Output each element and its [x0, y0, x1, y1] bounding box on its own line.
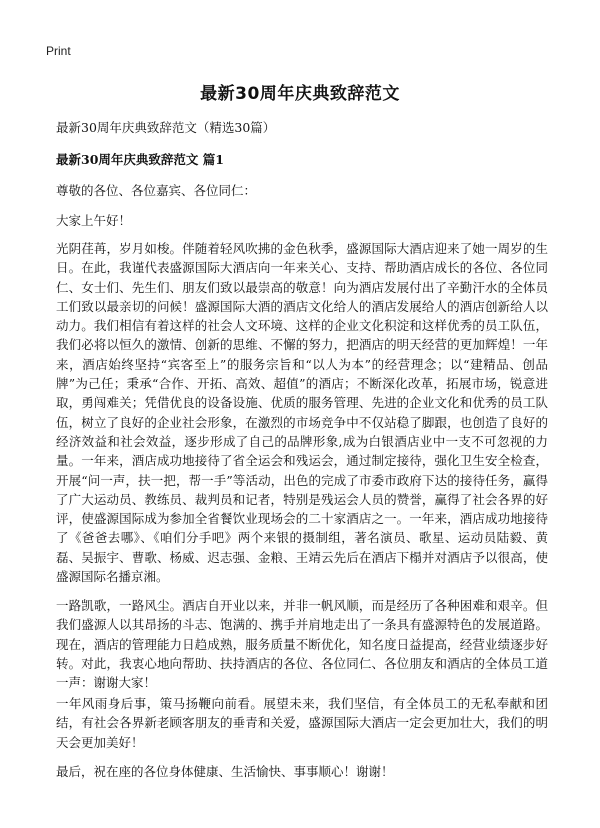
paragraph-3: 一年风雨身后事，策马扬鞭向前看。展望未来，我们坚信，有全体员工的无私奉献和团结，有社会各界新老顾客朋友的垂青和关爱，盛源国际大酒店一定会更加壮大，我们的明天会更加美好！: [56, 696, 548, 750]
paragraph-2: 一路凯歌，一路风尘。酒店自开业以来，并非一帆风顺，而是经历了各种困难和艰辛。但我们盛源人以其昂扬的斗志、饱满的、携手并肩地走出了一条具有盛源特色的发展道路。现在，酒店的管理能力日趋成熟，服务质量不断优化，知名度日益提高，经营业绩逐步好转。对此，我衷心地向帮助、扶持酒店的各位、各位同仁、各位朋友和酒店的全体员工道一声：谢谢大家！: [56, 598, 548, 691]
document-title: 最新30周年庆典致辞范文: [200, 84, 400, 104]
print-label[interactable]: Print: [46, 44, 71, 58]
document-subtitle: 最新30周年庆典致辞范文（精选30篇）: [56, 120, 276, 135]
greeting-line: 尊敬的各位、各位嘉宾、各位同仁：: [56, 183, 257, 198]
paragraph-4: 最后，祝在座的各位身体健康、生活愉快、事事顺心！谢谢！: [56, 764, 394, 779]
paragraph-1: 光阴荏苒，岁月如梭。伴随着轻风吹拂的金色秋季，盛源国际大酒店迎来了她一周岁的生日。在此，我谨代表盛源国际大酒店向一年来关心、支持、帮助酒店成长的各位、各位同仁、女士们、先生们、朋友们致以最崇高的敬意！向为酒店发展付出了辛勤汗水的全体员工们致以最亲切的问候！盛源国际大酒的酒店文化给人的酒店发展给人的酒店创新给人以动力。我们相信有着这样的社会人文环境、这样的企业文化积淀和这样优秀的员工队伍，我们必将以恒久的激情、创新的思维、不懈的努力，把酒店的明天经营的更加辉煌！一年来，酒店始终坚持“宾客至上”的服务宗旨和“以人为本”的经营理念；以“建精品、创品牌”为己任；秉承“合作、开拓、高效、超值”的酒店；不断深化改革，拓展市场，锐意进取，勇闯难关；凭借优良的设备设施、优质的服务管理、先进的企业文化和优秀的员工队伍，树立了良好的企业社会形象，在激烈的市场竞争中不仅站稳了脚跟，也创造了良好的经济效益和社会效益，逐步形成了自己的品牌形象,成为白银酒店业中一支不可忽视的力量。一年来，酒店成功地接待了省全运会和残运会，通过制定接待，强化卫生安全检查，开展“问一声，扶一把，帮一手”等活动，出色的完成了市委市政府下达的接待任务，赢得了广大运动员、教练员、裁判员和记者，特别是残运会人员的赞誉，赢得了社会各界的好评，使盛源国际成为参加全省餐饮业现场会的二十家酒店之一。一年来，酒店成功地接待了《爸爸去哪》、《咱们分手吧》两个来银的摄制组，著名演员、歌星、运动员陆毅、黄磊、吴振宇、曹歌、杨威、迟志强、金粮、王靖云先后在酒店下榻并对酒店予以很高，使盛源国际名播京湘。: [56, 241, 548, 585]
section-heading: 最新30周年庆典致辞范文 篇1: [56, 152, 224, 167]
hello-line: 大家上午好！: [56, 213, 132, 228]
